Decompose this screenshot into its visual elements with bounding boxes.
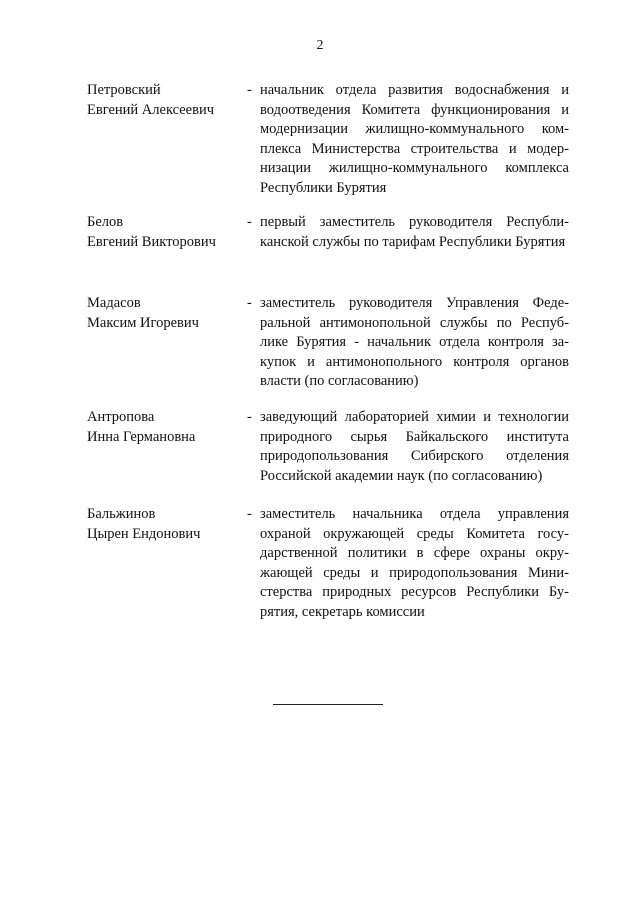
member-given-names: Цырен Ендонович bbox=[87, 525, 201, 542]
member-given-names: Инна Германовна bbox=[87, 428, 196, 445]
member-name bbox=[87, 81, 247, 120]
member-position: заместитель начальника отдела управления охраной окружающей среды Комитета государственной политики в сфере охраны окружающей среды и природопользования Министерства природных ресурсов Республики Бурятия, секретарь комиссии bbox=[260, 506, 569, 620]
member-name bbox=[87, 408, 247, 447]
member-surname: Мадасов bbox=[87, 295, 141, 311]
member-given-names: Евгений Алексеевич bbox=[87, 101, 215, 118]
member-position: начальник отдела развития водоснабжения и водоотведения Комитета функционирования и модернизации жилищно-коммунального комплекса Министерства строительства и модернизации жилищно-коммунального комплекса Республики Бурятия bbox=[260, 82, 569, 196]
member-surname: Антропова bbox=[87, 409, 155, 425]
member-name bbox=[87, 213, 247, 252]
page-number: 2 bbox=[316, 38, 324, 53]
member-name bbox=[87, 294, 247, 333]
member-position: заместитель руководителя Управления Федеральной антимонопольной службы по Республике Бурятия - начальник отдела контроля закупок и антимонопольного контроля органов власти (по согласованию) bbox=[260, 295, 569, 389]
member-given-names: Евгений Викторович bbox=[87, 233, 216, 250]
member-position: первый заместитель руководителя Республиканской службы по тарифам Республики Бурятия bbox=[260, 214, 569, 250]
separator-dash: - bbox=[247, 506, 252, 522]
closing-divider-line bbox=[273, 704, 383, 705]
member-surname: Бальжинов bbox=[87, 506, 156, 522]
member-position: заведующий лабораторией химии и технологии природного сырья Байкальского института природопользования Сибирского отделения Российской академии наук (по согласованию) bbox=[260, 409, 569, 484]
member-surname: Белов bbox=[87, 214, 124, 230]
separator-dash: - bbox=[247, 214, 252, 230]
separator-dash: - bbox=[247, 295, 252, 311]
separator-dash: - bbox=[247, 409, 252, 425]
separator-dash: - bbox=[247, 82, 252, 98]
member-given-names: Максим Игоревич bbox=[87, 314, 199, 331]
member-surname: Петровский bbox=[87, 82, 161, 98]
member-name bbox=[87, 505, 247, 544]
